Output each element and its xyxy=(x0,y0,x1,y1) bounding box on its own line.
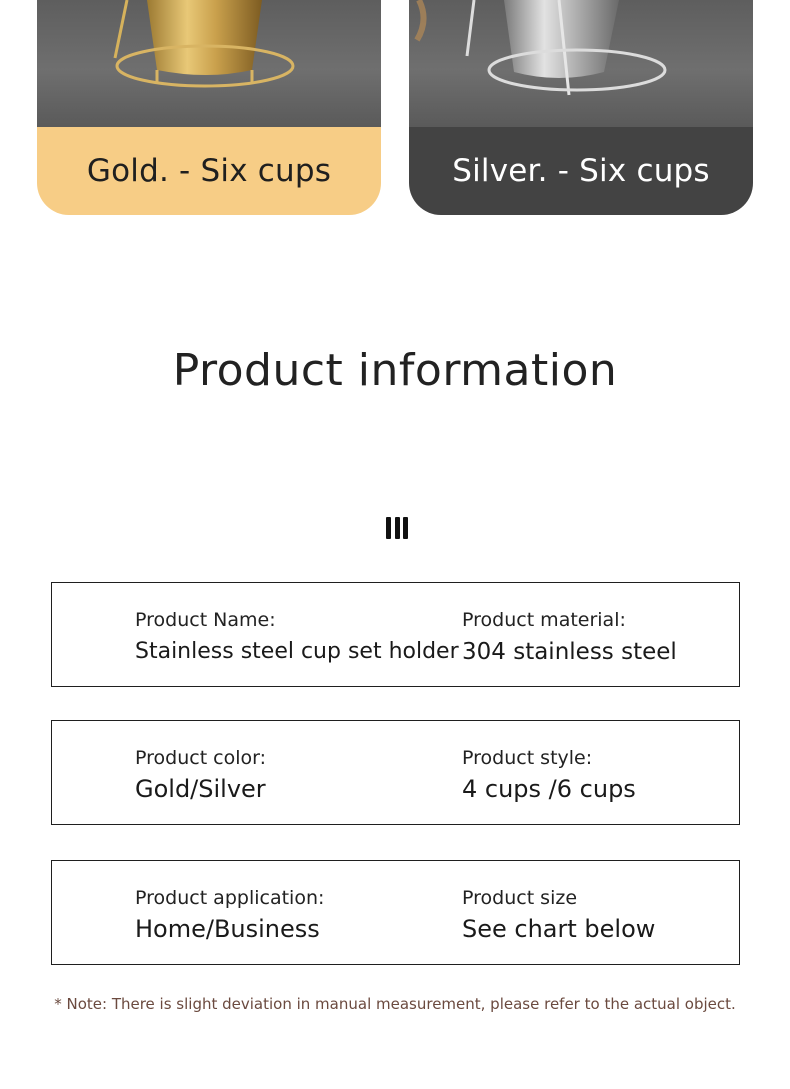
info-row-application-size xyxy=(51,860,740,965)
product-application-label: Product application: xyxy=(135,887,325,909)
product-application-value: Home/Business xyxy=(135,915,320,943)
silver-cup-photo xyxy=(409,0,753,127)
product-material-label: Product material: xyxy=(462,609,626,631)
info-cell-product-application xyxy=(135,861,455,964)
info-cell-product-color xyxy=(135,721,455,824)
product-color-value: Gold/Silver xyxy=(135,775,266,803)
gold-cup-illustration xyxy=(37,0,381,127)
product-material-value: 304 stainless steel xyxy=(462,639,677,665)
product-style-label: Product style: xyxy=(462,747,593,769)
variant-card-gold[interactable] xyxy=(37,0,381,215)
bar-2 xyxy=(395,517,400,539)
measurement-note: * Note: There is slight deviation in manual measurement, please refer to the actual object. xyxy=(54,995,736,1013)
variant-label-gold: Gold. - Six cups xyxy=(37,127,381,215)
section-title: Product information xyxy=(172,345,618,396)
info-cell-product-material xyxy=(462,583,732,686)
info-cell-product-style xyxy=(462,721,732,824)
product-name-label: Product Name: xyxy=(135,609,276,631)
product-name-value: Stainless steel cup set holder xyxy=(135,639,459,664)
three-bars-icon xyxy=(386,517,408,539)
product-size-label: Product size xyxy=(462,887,578,909)
product-color-label: Product color: xyxy=(135,747,267,769)
info-cell-product-name xyxy=(135,583,459,686)
product-style-value: 4 cups /6 cups xyxy=(462,775,636,803)
gold-cup-photo xyxy=(37,0,381,127)
bar-3 xyxy=(403,517,408,539)
info-row-color-style xyxy=(51,720,740,825)
variant-label-silver: Silver. - Six cups xyxy=(409,127,753,215)
info-cell-product-size xyxy=(462,861,732,964)
silver-cup-illustration xyxy=(409,0,753,127)
product-size-value: See chart below xyxy=(462,915,656,943)
variant-card-silver[interactable] xyxy=(409,0,753,215)
info-row-name-material xyxy=(51,582,740,687)
bar-1 xyxy=(386,517,391,539)
